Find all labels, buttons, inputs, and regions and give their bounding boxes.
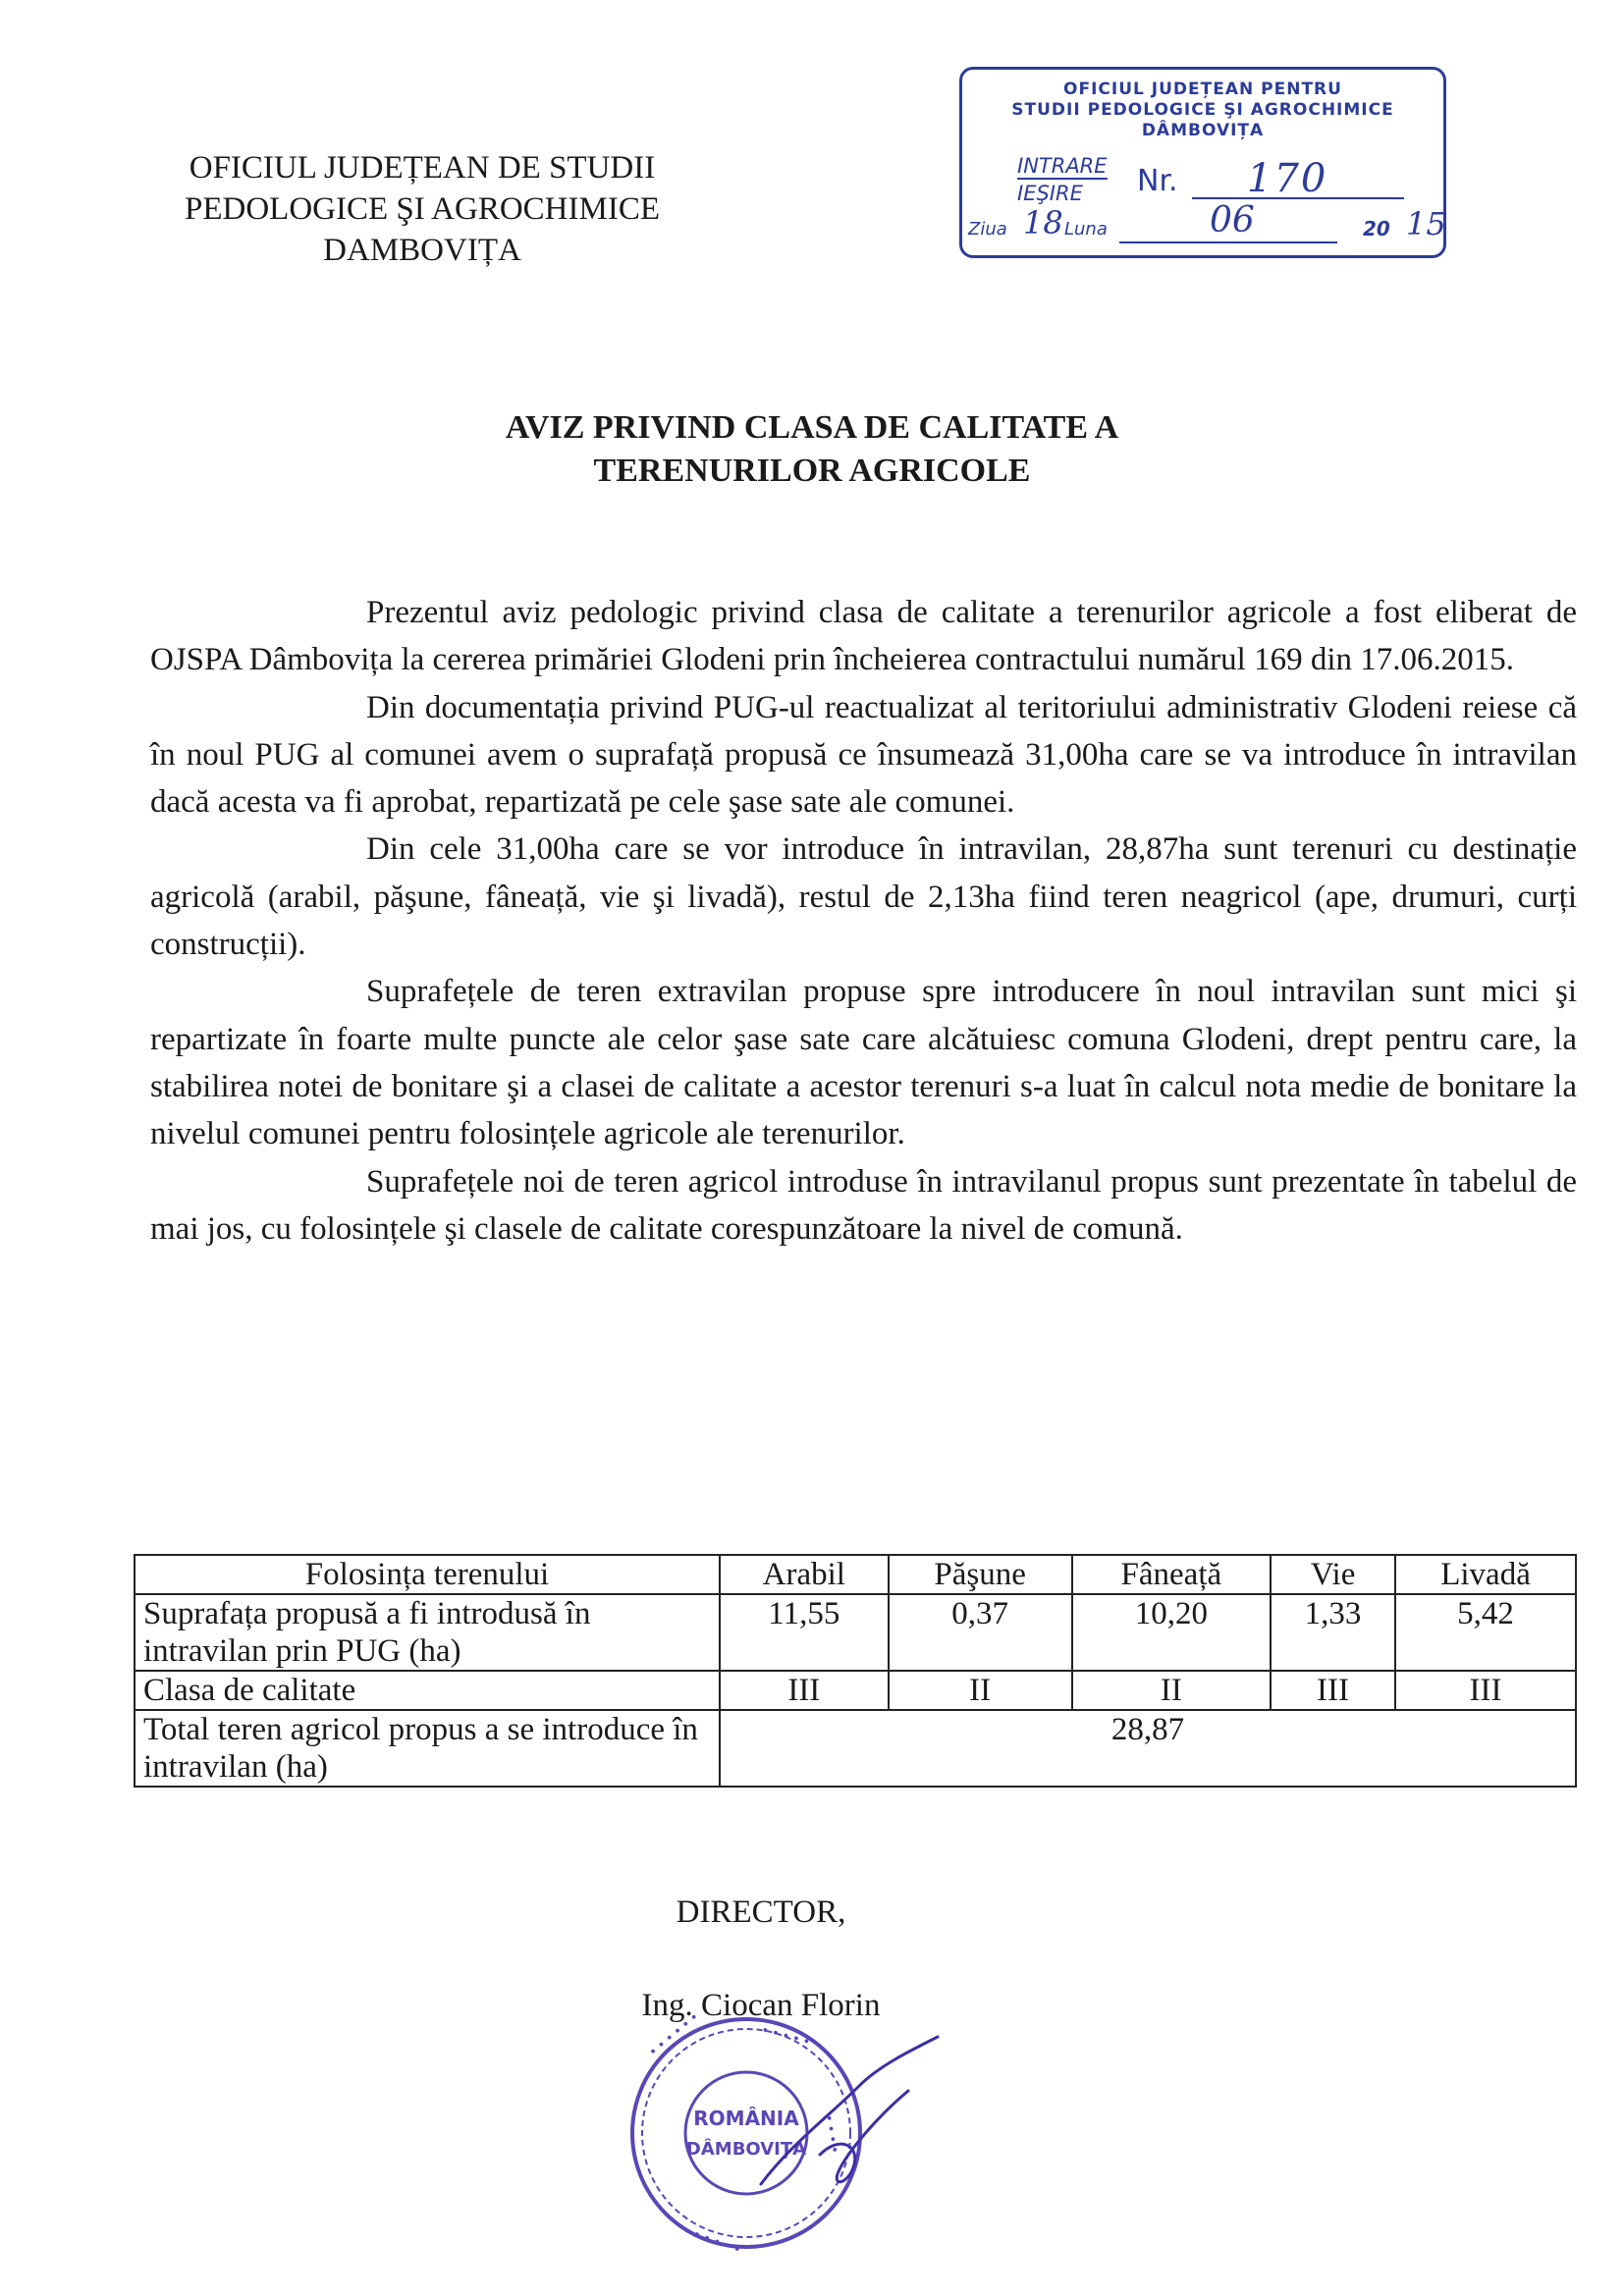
stamp-title-line-2: STUDII PEDOLOGICE ŞI AGROCHIMICE — [1011, 100, 1394, 120]
stamp-nr-value: 170 — [1247, 156, 1328, 201]
svg-text:• • • • • •: • • • • • • — [680, 2223, 743, 2257]
paragraph-4: Suprafețele de teren extravilan propuse spre introducere în noul intravilan sunt mici şi repartizate în foarte multe puncte ale celor şase sate care alcătuiesc comuna Glodeni, drept pentru care, la stabilirea notei de bonitare şi a clasei de calitate a acestor terenuri s-a luat în calcul nota medie de bonitare la nivelul comunei pentru folosințele agricole ale terenurilor. — [150, 974, 1577, 1152]
issuer-line-2: PEDOLOGICE ŞI AGROCHIMICE — [184, 191, 660, 227]
stamp-nr-label: Nr. — [1137, 164, 1178, 198]
total-row-label: Total teren agricol propus a se introduce în intravilan (ha) — [135, 1710, 720, 1787]
document-body — [150, 589, 1577, 1253]
class-cell: III — [1395, 1671, 1576, 1710]
stamp-title-line-3: DÂMBOVIȚA — [1141, 121, 1265, 140]
area-cell: 0,37 — [889, 1594, 1072, 1671]
area-row-label: Suprafața propusă a fi introdusă în intravilan prin PUG (ha) — [135, 1594, 720, 1671]
class-cell: III — [1271, 1671, 1395, 1710]
column-header: Fâneață — [1072, 1555, 1271, 1594]
stamp-iesire-label: IEŞIRE — [1017, 182, 1083, 205]
issuer-line-1: OFICIUL JUDEȚEAN DE STUDII — [189, 150, 656, 186]
stamp-year-value: 15 — [1406, 205, 1446, 242]
registration-stamp — [959, 67, 1446, 258]
area-cell: 5,42 — [1395, 1594, 1576, 1671]
table-row-area — [135, 1594, 1576, 1671]
column-header: Livadă — [1395, 1555, 1576, 1594]
stamp-title-line-1: OFICIUL JUDEȚEAN PENTRU — [1063, 80, 1342, 99]
column-header: Vie — [1271, 1555, 1395, 1594]
title-line-2: TERENURILOR AGRICOLE — [593, 453, 1031, 489]
paragraph-2: Din documentația privind PUG-ul reactualizat al teritoriului administrativ Glodeni reiese că în noul PUG al comunei avem o suprafață propusă ce însumează 31,00ha care se va introduce în intravilan dacă acesta va fi aprobat, repartizată pe cele şase sate ale comunei. — [150, 689, 1577, 821]
stamp-intrare-label: INTRARE — [1017, 154, 1108, 178]
table-header-label: Folosința terenului — [135, 1555, 720, 1594]
paragraph-1: Prezentul aviz pedologic privind clasa de calitate a terenurilor agricole a fost eliberat de OJSPA Dâmbovița la cererea primăriei Glodeni prin încheierea contractului numărul 169 din 17.06.2015. — [150, 595, 1577, 678]
stamp-luna-line — [1119, 241, 1337, 243]
issuer-line-3: DAMBOVIȚA — [323, 233, 521, 268]
land-quality-table — [134, 1554, 1577, 1788]
paragraph-5: Suprafețele noi de teren agricol introduse în intravilanul propus sunt prezentate în tabelul de mai jos, cu folosințele şi clasele de calitate corespunzătoare la nivel de comună. — [150, 1163, 1577, 1247]
area-cell: 1,33 — [1271, 1594, 1395, 1671]
svg-text:• • • • •: • • • • • — [760, 2023, 812, 2049]
table-header-row — [135, 1555, 1576, 1594]
svg-text:• • • • • •: • • • • • • — [646, 2009, 701, 2059]
stamp-year-prefix: 20 — [1363, 217, 1390, 240]
title-line-1: AVIZ PRIVIND CLASA DE CALITATE A — [505, 409, 1119, 446]
stamp-luna-label: Luna — [1064, 219, 1108, 240]
table-row-total — [135, 1710, 1576, 1787]
issuer-header — [147, 147, 697, 271]
document-title — [0, 406, 1624, 493]
director-title: DIRECTOR, — [676, 1895, 846, 1930]
class-cell: II — [889, 1671, 1072, 1710]
seal-rim-text — [647, 2010, 841, 2257]
class-cell: II — [1072, 1671, 1271, 1710]
table-row-class — [135, 1671, 1576, 1710]
area-cell: 10,20 — [1072, 1594, 1271, 1671]
stamp-ziua-label: Ziua — [968, 219, 1007, 240]
signer-name: Ing. Ciocan Florin — [641, 1988, 881, 2023]
stamp-luna-value: 06 — [1210, 200, 1255, 240]
seal-center-line-1: ROMÂNIA — [693, 2107, 799, 2130]
seal-center-line-2: DÂMBOVIȚA — [685, 2139, 807, 2160]
total-cell: 28,87 — [720, 1710, 1576, 1787]
area-cell: 11,55 — [720, 1594, 889, 1671]
column-header: Arabil — [720, 1555, 889, 1594]
column-header: Păşune — [889, 1555, 1072, 1594]
paragraph-3: Din cele 31,00ha care se vor introduce în intravilan, 28,87ha sunt terenuri cu destinație agricolă (arabil, păşune, fâneață, vie şi livadă), restul de 2,13ha fiind teren neagricol (ape, drumuri, curți construcții). — [150, 831, 1577, 963]
official-seal — [614, 1998, 967, 2263]
class-cell: III — [720, 1671, 889, 1710]
stamp-ziua-value: 18 — [1023, 204, 1063, 241]
svg-text:• • • •: • • • • — [822, 2113, 841, 2155]
class-row-label: Clasa de calitate — [135, 1671, 720, 1710]
